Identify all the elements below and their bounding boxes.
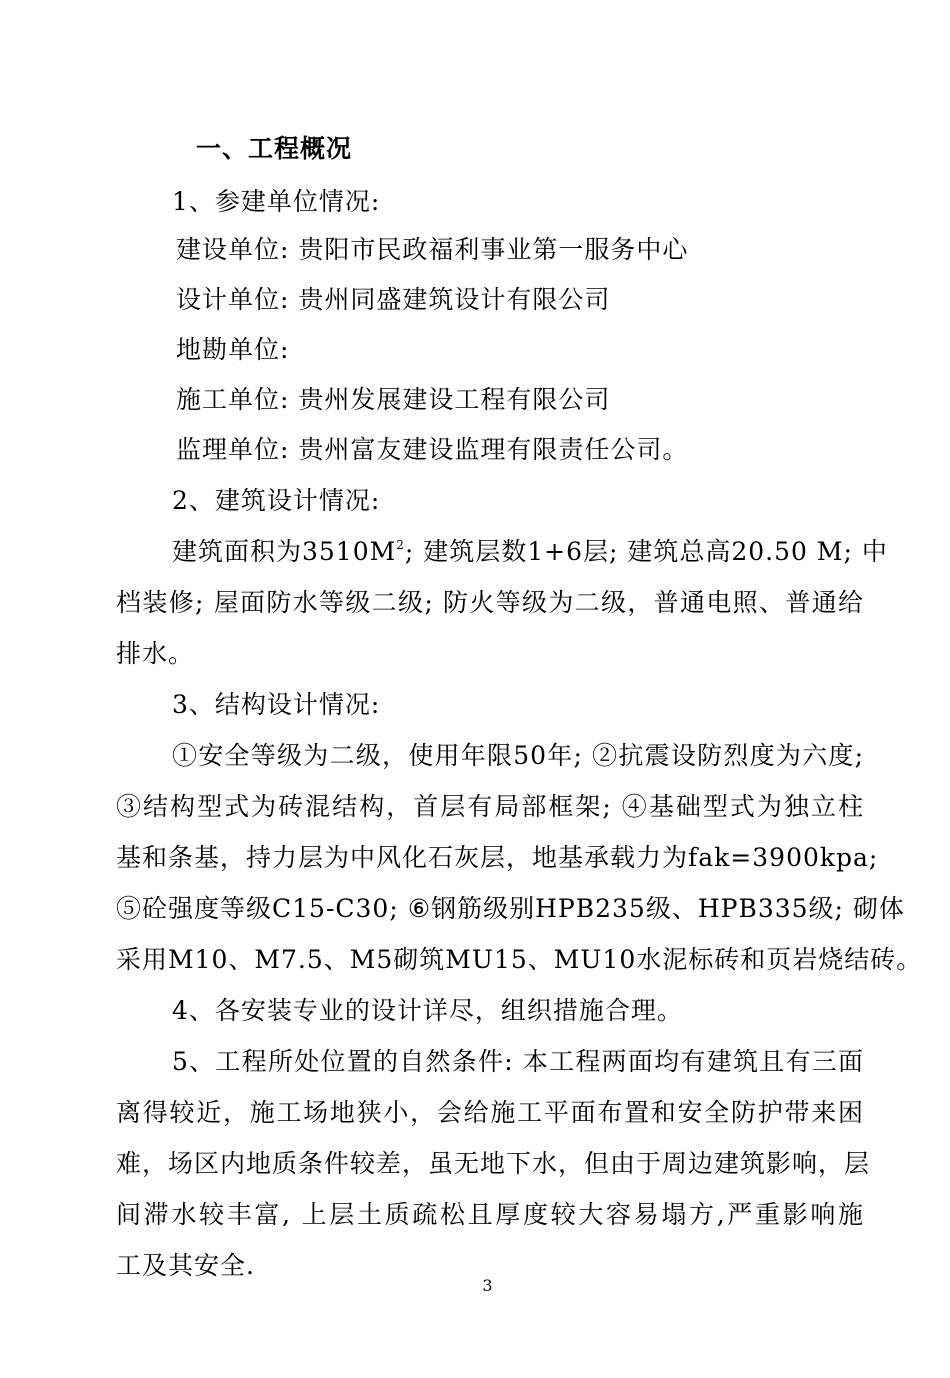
item3-line-1: ①安全等级为二级，使用年限50年; ②抗震设防烈度为六度;	[172, 741, 864, 770]
page-number: 3	[482, 1276, 493, 1295]
item5-line-5: 工及其安全.	[116, 1251, 255, 1280]
item3-line-4: ⑤砼强度等级C15-C30; ⑥钢筋级别HPB235级、HPB335级; 砌体	[116, 894, 905, 923]
floor-area-unit-superscript: 2	[396, 538, 405, 552]
item3-heading: 3、结构设计情况:	[172, 690, 381, 719]
item3-line-2: ③结构型式为砖混结构，首层有局部框架; ④基础型式为独立柱	[116, 792, 864, 821]
item2-line-1	[172, 536, 888, 568]
building-info-text: ; 建筑层数1+6层; 建筑总高20.50 M; 中	[404, 537, 888, 566]
item2-heading: 2、建筑设计情况:	[172, 486, 381, 515]
builder-unit: 建设单位: 贵阳市民政福利事业第一服务中心	[176, 235, 689, 264]
item5-line-2: 离得较近，施工场地狭小，会给施工平面布置和安全防护带来困	[116, 1098, 864, 1127]
item5-line-4: 间滞水较丰富, 上层土质疏松且厚度较大容易塌方,严重影响施	[116, 1200, 864, 1229]
survey-unit: 地勘单位:	[176, 335, 290, 364]
item3-line-5: 采用M10、M7.5、M5砌筑MU15、MU10水泥标砖和页岩烧结砖。	[116, 945, 923, 974]
supervisor-unit: 监理单位: 贵州富友建设监理有限责任公司。	[176, 435, 689, 464]
item4-text: 4、各安装专业的设计详尽，组织措施合理。	[172, 996, 683, 1025]
item2-line-2: 档装修; 屋面防水等级二级; 防火等级为二级，普通电照、普通给	[116, 588, 864, 617]
item3-line-3: 基和条基，持力层为中风化石灰层，地基承载力为fak=3900kpa;	[116, 843, 879, 872]
item1-heading: 1、参建单位情况:	[172, 187, 381, 216]
contractor-unit: 施工单位: 贵州发展建设工程有限公司	[176, 385, 611, 414]
designer-unit: 设计单位: 贵州同盛建筑设计有限公司	[176, 285, 611, 314]
item2-line-3: 排水。	[116, 639, 195, 668]
item5-line-1: 5、工程所处位置的自然条件: 本工程两面均有建筑且有三面	[172, 1047, 864, 1076]
section-title: 一、工程概况	[196, 134, 353, 163]
item5-line-3: 难，场区内地质条件较差，虽无地下水，但由于周边建筑影响，层	[116, 1149, 871, 1178]
floor-area-text: 建筑面积为3510M	[172, 537, 397, 566]
